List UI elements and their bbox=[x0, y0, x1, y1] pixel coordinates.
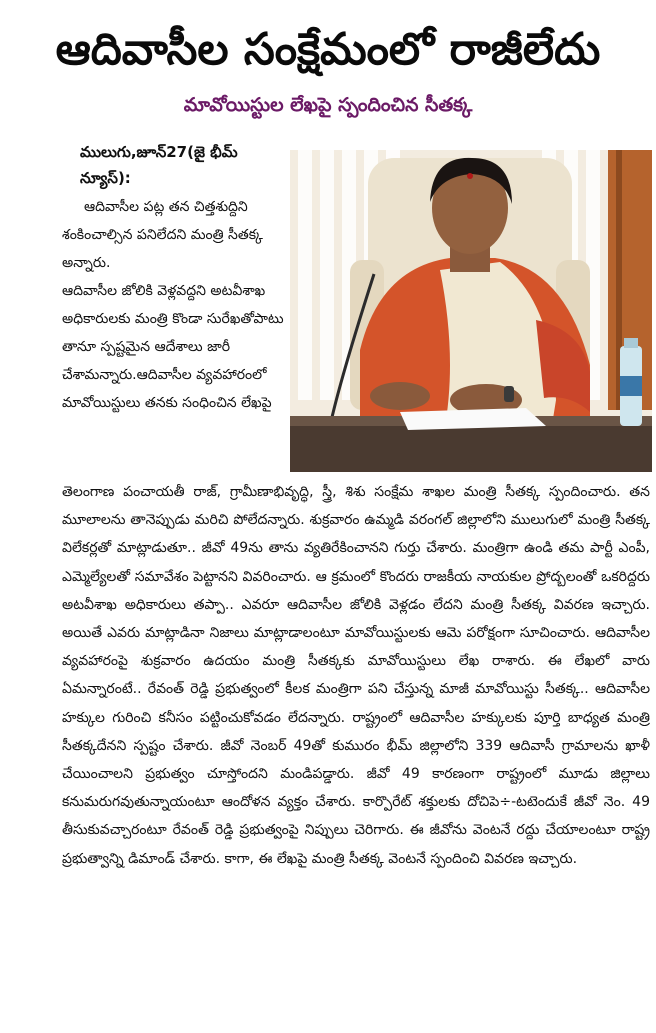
paragraph-2: ఆదివాసీల జోలికి వెళ్లవద్దని అటవీశాఖ అధికారులకు మంత్రి కొండా సురేఖతోపాటు తానూ స్పష్టమైన ఆదేశాలు జారీ చేశామన్నారు.ఆదివాసీల వ్యవహారంలో మావోయిస్టులు తనకు సంధించిన లేఖపై bbox=[62, 283, 284, 411]
dateline: ములుగు,జూన్27(జై భీమ్ న్యూస్): bbox=[80, 143, 238, 187]
subheadline: మావోయిస్టుల లేఖపై స్పందించిన సీతక్క bbox=[183, 94, 473, 116]
paragraph-1: ఆదివాసీల పట్ల తన చిత్తశుద్దిని శంకించాల్సిన పనిలేదని మంత్రి సీతక్క అన్నారు. bbox=[62, 199, 263, 271]
article-body-full bbox=[62, 478, 650, 873]
headline: ఆదివాసీల సంక్షేమంలో రాజీలేదు bbox=[55, 24, 601, 75]
minister-photo bbox=[290, 150, 652, 472]
paragraph-3: తెలంగాణ పంచాయతీ రాజ్, గ్రామీణాభివృద్ధి, స్త్రీ, శిశు సంక్షేమ శాఖల మంత్రి సీతక్క స్పందించారు. తన మూలాలను తానెప్పుడు మరిచి పోలేదన్నారు. శుక్రవారం ఉమ్మడి వరంగల్ జిల్లాలోని ములుగులో మంత్రి సీతక్క విలేకర్లతో మాట్లాడుతూ.. జీవో 49ను తాను వ్యతిరేకించానని గుర్తు చేశారు. మంత్రిగా ఉండి తమ పార్టీ ఎంపీ, ఎమ్మెల్యేలతో సమావేశం పెట్టానని వివరించారు. ఆ క్రమంలో కొందరు రాజకీయ నాయకుల ప్రోద్బలంతో ఒకరిద్దరు అటవీశాఖ అధికారులు తప్పా.. ఎవరూ ఆదివాసీల జోలికి వెళ్లడం లేదని మంత్రి సీతక్క వివరణ ఇచ్చారు. అయితే ఎవరు మాట్లాడినా నిజాలు మాట్లాడాలంటూ మావోయిస్టులకు ఆమె పరోక్షంగా సూచించారు. ఆదివాసీల వ్యవహారంపై శుక్రవారం ఉదయం మంత్రి సీతక్కకు మావోయిస్టులు లేఖ రాశారు. ఈ లేఖలో వారు ఏమన్నారంటే.. రేవంత్ రెడ్డి ప్రభుత్వంలో కీలక మంత్రిగా పని చేస్తున్న మాజీ మావోయిస్టు సీతక్క.. ఆదివాసీల హక్కుల గురించి కనీసం పట్టించుకోవడం లేదన్నారు. రాష్ట్రంలో ఆదివాసీల హక్కులకు పూర్తి బాధ్యత మంత్రి సీతక్కదేనని స్పష్టం చేశారు. జీవో నెంబర్ 49తో కుమురం భీమ్ జిల్లాలోని 339 ఆదివాసీ గ్రామాలను ఖాళీ చేయించాలని ప్రభుత్వం చూస్తోందని మండిపడ్డారు. జీవో 49 కారణంగా రాష్ట్రంలో మూడు జిల్లాలు కనుమరుగవుతున్నాయంటూ ఆందోళన వ్యక్తం చేశారు. కార్పొరేట్ శక్తులకు దోచిపె÷-టటెందుకే జీవో నెం. 49 తీసుకువచ్చారంటూ రేవంత్ రెడ్డి ప్రభుత్వంపై నిప్పులు చెరిగారు. ఈ జీవోను వెంటనే రద్దు చేయాలంటూ రాష్ట్ర ప్రభుత్వాన్ని డిమాండ్ చేశారు. కాగా, ఈ లేఖపై మంత్రి సీతక్క వెంటనే స్పందించి వివరణ ఇచ్చారు. bbox=[62, 484, 650, 867]
article-body-column bbox=[62, 193, 284, 417]
